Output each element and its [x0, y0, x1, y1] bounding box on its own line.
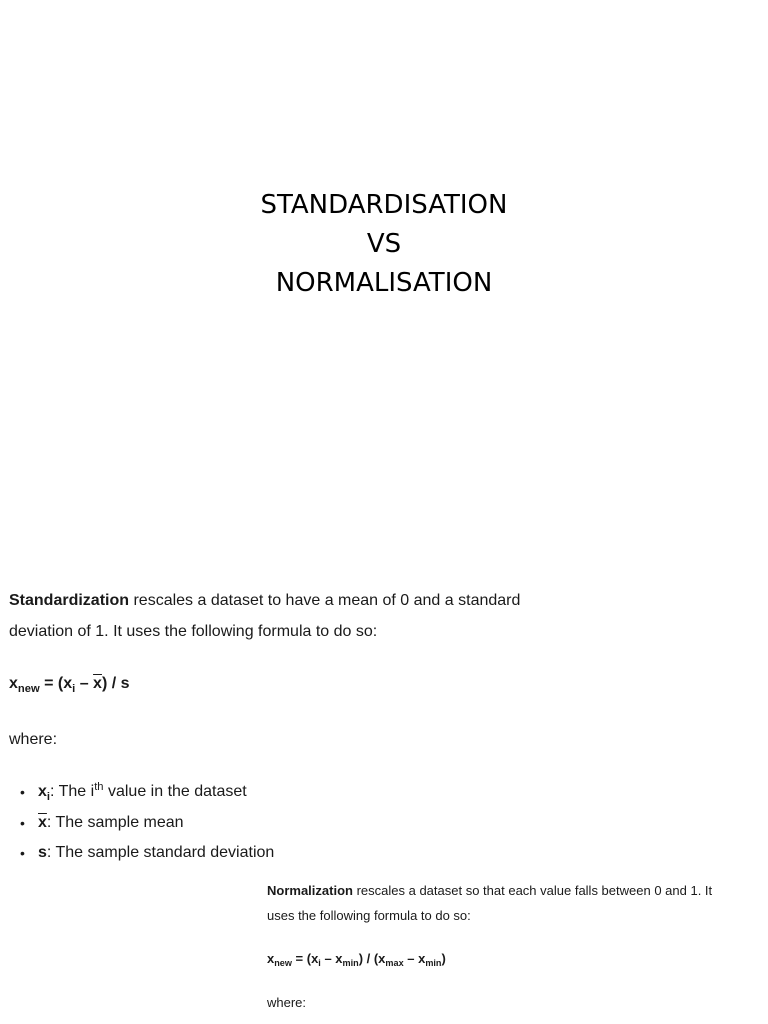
standardization-variable-list: [9, 777, 569, 869]
list-item: [9, 808, 569, 839]
bullet-text: : The sample standard deviation: [46, 844, 275, 861]
formula-x: x: [9, 675, 18, 692]
bullet-symbol-sub: i: [46, 790, 51, 803]
bullet-icon: •: [20, 814, 25, 831]
normalization-desc-part2: uses the following formula to do so:: [267, 908, 471, 923]
normalization-desc-part1: rescales a dataset so that each value falls between 0 and 1. It: [352, 883, 713, 898]
formula-sub-i: i: [72, 682, 76, 695]
formula-sub-min-1: min: [342, 958, 359, 969]
list-item: [9, 777, 569, 808]
bullet-symbol: s: [38, 844, 47, 861]
formula-sub-new: new: [17, 682, 40, 695]
standardization-desc-part1: rescales a dataset to have a mean of 0 and a standard: [129, 592, 521, 609]
standardization-section: [9, 585, 569, 869]
bullet-text: : The sample mean: [46, 813, 184, 831]
formula-close: ): [441, 951, 446, 966]
bullet-symbol: x: [38, 783, 47, 800]
formula-close: ) / s: [101, 675, 130, 692]
formula-mid: ) / (x: [358, 951, 386, 966]
bullet-icon: •: [20, 784, 25, 800]
formula-eq-open: = (x: [39, 675, 73, 692]
normalization-formula: [267, 950, 762, 968]
formula-sub-min-2: min: [425, 958, 442, 969]
normalization-where: where:: [267, 995, 307, 1010]
bullet-symbol: $\overline{x}$: [38, 813, 47, 831]
slide-title: [0, 186, 768, 303]
formula-eq-open: = (x: [291, 951, 319, 966]
list-item: [9, 838, 569, 869]
normalization-section: [267, 878, 762, 1012]
standardization-desc-part2: deviation of 1. It uses the following formula to do so:: [9, 623, 378, 640]
standardization-term: Standardization: [9, 592, 130, 609]
bullet-icon: •: [20, 845, 25, 861]
standardization-description: [9, 585, 569, 647]
title-line-2: VS: [366, 229, 402, 259]
bullet-text-sup: th: [94, 780, 104, 793]
title-line-1: STANDARDISATION: [260, 190, 508, 220]
formula-sub-i: i: [318, 958, 321, 969]
bullet-text: : The i: [50, 783, 95, 800]
bullet-text-rest: value in the dataset: [103, 783, 247, 800]
formula-minus-1: – x: [320, 951, 343, 966]
normalization-term: Normalization: [267, 883, 353, 898]
normalization-description: [267, 878, 762, 928]
formula-minus-2: – x: [403, 951, 426, 966]
title-line-3: NORMALISATION: [275, 268, 493, 298]
formula-xbar: $\overline{x}$: [93, 675, 102, 692]
standardization-where: where:: [9, 731, 58, 748]
standardization-formula: [9, 673, 569, 695]
formula-x: x: [267, 951, 275, 966]
formula-sub-max: max: [385, 958, 404, 969]
formula-sub-new: new: [274, 958, 292, 969]
formula-minus: –: [75, 675, 94, 692]
